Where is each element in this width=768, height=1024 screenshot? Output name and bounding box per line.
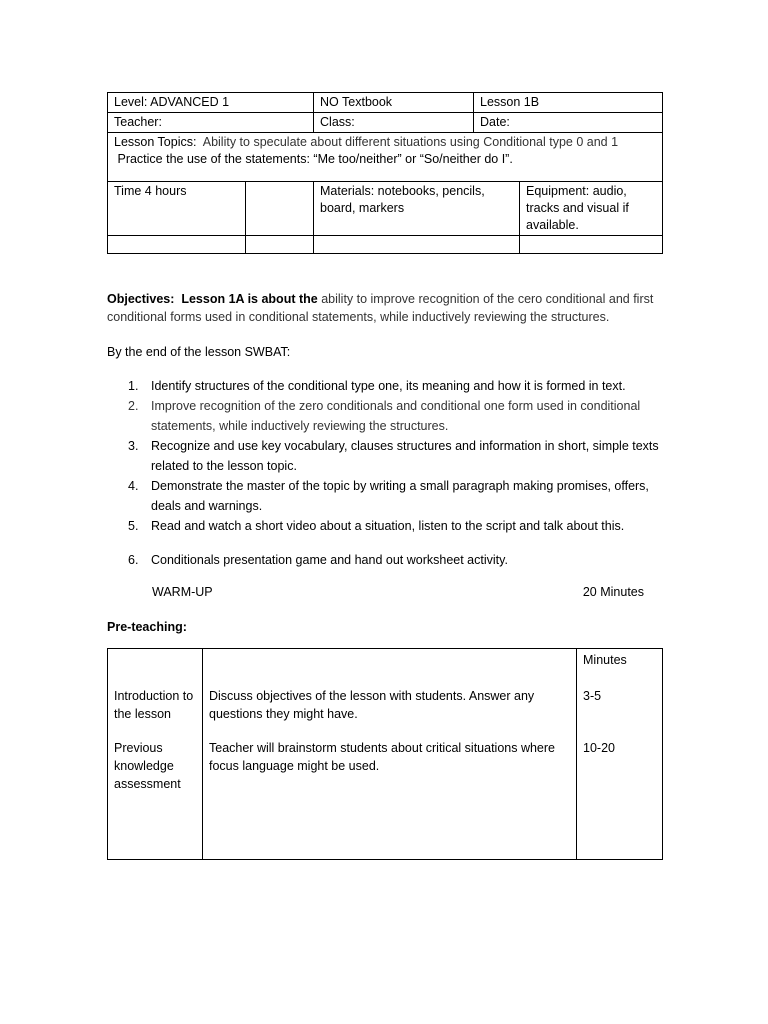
activity-cell: Teacher will brainstorm students about critical situations where focus language might be used. xyxy=(209,741,555,773)
stage-cell: Previous knowledge assessment xyxy=(114,741,181,791)
lesson-cell: Lesson 1B xyxy=(474,93,663,113)
stage-cell: Introduction to the lesson xyxy=(114,689,194,721)
minutes-cell: 3-5 xyxy=(583,689,602,703)
list-item: 5. Read and watch a short video about a situation, listen to the script and talk about this. xyxy=(128,519,625,533)
class-cell: Class: xyxy=(314,113,474,133)
materials-cell: Materials: notebooks, pencils, board, markers xyxy=(314,182,520,236)
empty-cell xyxy=(108,236,246,254)
warmup-minutes: 20 Minutes xyxy=(582,585,644,599)
objectives-paragraph xyxy=(107,290,667,326)
empty-cell xyxy=(520,236,663,254)
topics-text: Ability to speculate about different situations using Conditional type 0 and 1 xyxy=(202,135,619,149)
list-item: 2. Improve recognition of the zero conditionals and conditional one form used in conditional statements, while inductively reviewing the structures. xyxy=(128,399,641,433)
empty-cell xyxy=(314,236,520,254)
minutes-cell: 10-20 xyxy=(583,741,615,755)
time-cell: Time 4 hours xyxy=(108,182,246,236)
teacher-cell: Teacher: xyxy=(108,113,314,133)
equipment-cell: Equipment: audio, tracks and visual if available. xyxy=(520,182,663,236)
list-item: 6. Conditionals presentation game and hand out worksheet activity. xyxy=(128,553,508,567)
warmup-label: WARM-UP xyxy=(152,585,213,599)
topics-label: Lesson Topics: xyxy=(114,135,197,149)
date-cell: Date: xyxy=(474,113,663,133)
minutes-header: Minutes xyxy=(583,653,627,667)
list-item: 1. Identify structures of the conditional type one, its meaning and how it is formed in text. xyxy=(128,379,626,393)
minutes-column xyxy=(577,649,663,860)
objectives-lead: Lesson 1A is about the xyxy=(181,292,318,306)
activity-cell: Discuss objectives of the lesson with students. Answer any questions they might have. xyxy=(209,689,535,721)
swbat-line: By the end of the lesson SWBAT: xyxy=(107,345,291,359)
preteaching-heading: Pre-teaching: xyxy=(107,620,187,634)
activity-column xyxy=(203,649,577,860)
list-item: 4. Demonstrate the master of the topic by writing a small paragraph making promises, offers, deals and warnings. xyxy=(128,479,649,513)
stage-column xyxy=(108,649,203,860)
topics-line2: Practice the use of the statements: “Me too/neither” or “So/neither do I”. xyxy=(117,152,513,166)
textbook-cell: NO Textbook xyxy=(314,93,474,113)
empty-cell xyxy=(246,236,314,254)
lesson-topics-cell xyxy=(108,133,663,182)
empty-cell xyxy=(246,182,314,236)
objectives-text: ability to improve recognition of the cero conditional and first conditional forms used in conditional statements, while inductively reviewing the structures. xyxy=(107,292,654,324)
level-cell: Level: ADVANCED 1 xyxy=(108,93,314,113)
objectives-list xyxy=(107,376,667,570)
lesson-header-table xyxy=(107,92,663,254)
list-item: 3. Recognize and use key vocabulary, clauses structures and information in short, simple texts related to the lesson topic. xyxy=(128,439,659,473)
preteaching-table xyxy=(107,648,663,860)
objectives-label: Objectives: xyxy=(107,292,175,306)
warmup-line xyxy=(152,585,644,599)
